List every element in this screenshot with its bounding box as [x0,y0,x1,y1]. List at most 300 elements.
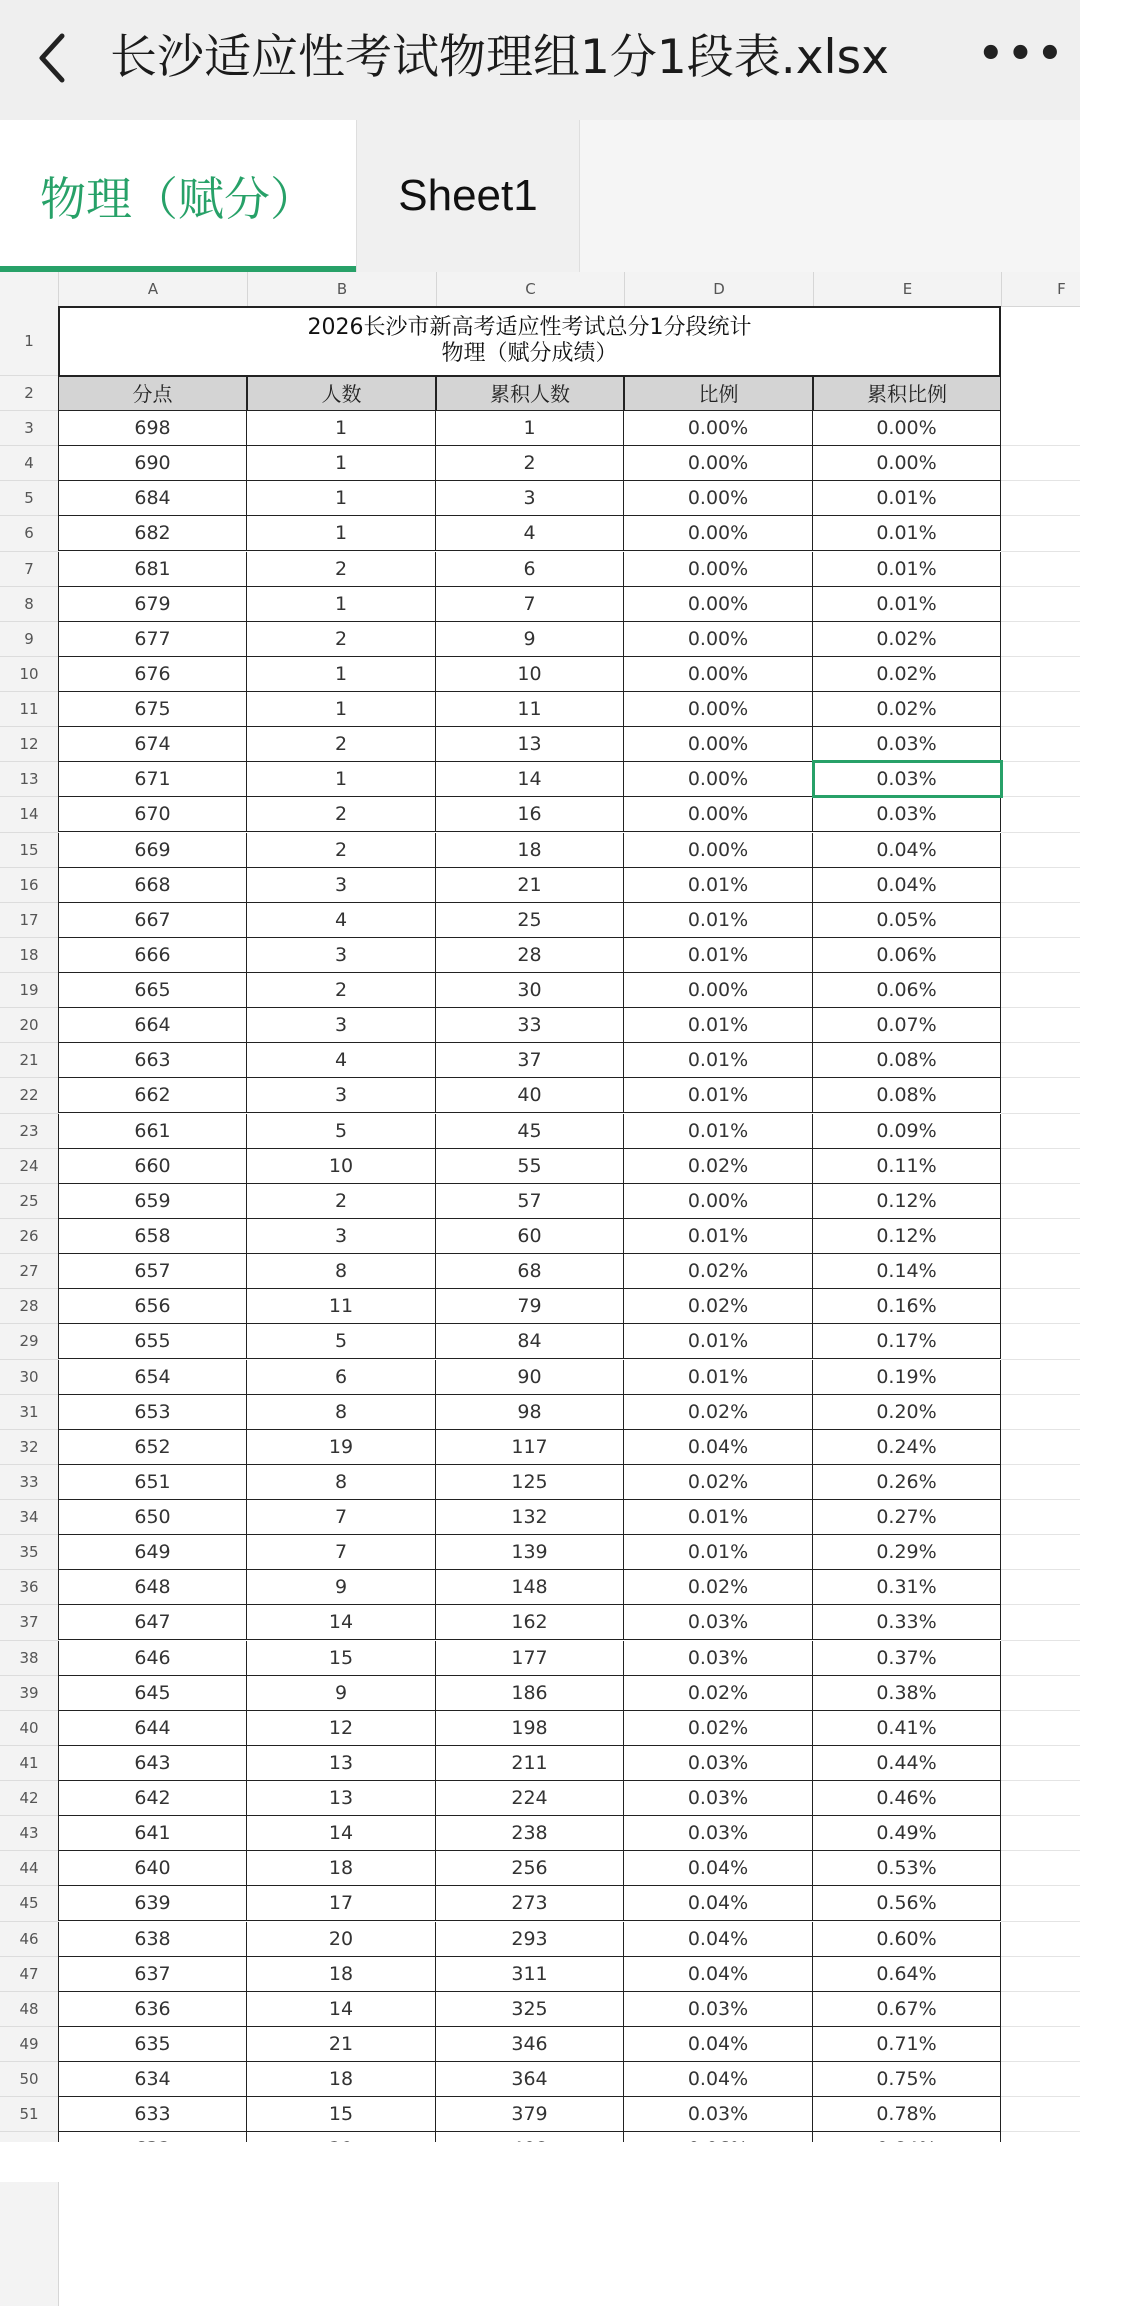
table-cell[interactable]: 654 [58,1360,247,1395]
table-cell[interactable]: 18 [436,833,624,868]
table-cell[interactable]: 662 [58,1078,247,1113]
row-header[interactable]: 30 [0,1360,58,1395]
table-cell[interactable]: 0.03% [813,727,1001,762]
table-cell[interactable]: 7 [436,587,624,622]
row-header[interactable]: 42 [0,1781,58,1816]
table-cell[interactable]: 0.03% [624,1605,813,1640]
table-cell[interactable]: 661 [58,1114,247,1149]
table-cell[interactable]: 9 [247,1570,436,1605]
table-cell[interactable]: 125 [436,1465,624,1500]
table-cell[interactable]: 13 [436,727,624,762]
row-header[interactable]: 44 [0,1851,58,1886]
table-cell[interactable]: 0.44% [813,1746,1001,1781]
table-cell[interactable]: 0.04% [624,1922,813,1957]
table-cell[interactable]: 0.03% [624,1781,813,1816]
table-cell[interactable]: 0.01% [624,868,813,903]
table-cell[interactable]: 132 [436,1500,624,1535]
table-cell[interactable]: 0.00% [624,481,813,516]
table-cell[interactable]: 0.00% [813,446,1001,481]
selected-cell-highlight[interactable] [812,760,1003,798]
table-cell[interactable]: 8 [247,1254,436,1289]
table-cell[interactable]: 0.00% [624,692,813,727]
table-cell[interactable]: 177 [436,1641,624,1676]
table-cell[interactable]: 0.01% [624,1008,813,1043]
table-cell[interactable]: 55 [436,1149,624,1184]
table-cell[interactable]: 647 [58,1605,247,1640]
table-cell[interactable]: 0.38% [813,1676,1001,1711]
header-cumulative-count[interactable]: 累积人数 [436,376,624,411]
table-cell[interactable]: 364 [436,2062,624,2097]
table-cell[interactable]: 211 [436,1746,624,1781]
table-cell[interactable]: 84 [436,1324,624,1359]
table-cell[interactable]: 681 [58,552,247,587]
table-cell[interactable]: 7 [247,1535,436,1570]
table-cell[interactable]: 0.04% [624,2027,813,2062]
header-count[interactable]: 人数 [247,376,436,411]
row-header[interactable]: 41 [0,1746,58,1781]
table-cell[interactable]: 0.06% [813,938,1001,973]
table-cell[interactable]: 1 [247,481,436,516]
row-header[interactable]: 4 [0,446,58,481]
table-cell[interactable]: 0.02% [624,1676,813,1711]
row-header[interactable]: 32 [0,1430,58,1465]
header-ratio[interactable]: 比例 [624,376,813,411]
row-header[interactable]: 47 [0,1957,58,1992]
table-cell[interactable]: 674 [58,727,247,762]
table-cell[interactable]: 633 [58,2097,247,2132]
table-cell[interactable]: 13 [247,1746,436,1781]
row-header[interactable]: 17 [0,903,58,938]
table-cell[interactable]: 13 [247,1781,436,1816]
more-horizontal-icon[interactable]: ••• [978,31,1067,77]
table-cell[interactable]: 0.01% [624,1324,813,1359]
column-header-f[interactable]: F [1001,272,1121,306]
row-header[interactable]: 33 [0,1465,58,1500]
table-cell[interactable]: 0.33% [813,1605,1001,1640]
table-cell[interactable]: 0.71% [813,2027,1001,2062]
table-cell[interactable]: 667 [58,903,247,938]
table-cell[interactable]: 0.17% [813,1324,1001,1359]
table-cell[interactable]: 2 [247,552,436,587]
table-cell[interactable]: 14 [247,1816,436,1851]
row-header[interactable]: 13 [0,762,58,797]
table-cell[interactable]: 12 [247,1711,436,1746]
row-header[interactable]: 9 [0,622,58,657]
table-cell[interactable]: 0.00% [624,516,813,551]
table-cell[interactable]: 644 [58,1711,247,1746]
row-header[interactable]: 2 [0,376,58,411]
table-cell[interactable]: 9 [436,622,624,657]
table-cell[interactable]: 0.53% [813,1851,1001,1886]
table-cell[interactable]: 0.78% [813,2097,1001,2132]
table-cell[interactable]: 698 [58,411,247,446]
table-cell[interactable]: 2 [247,797,436,832]
table-cell[interactable]: 0.03% [624,2097,813,2132]
table-cell[interactable]: 0.00% [624,622,813,657]
table-cell[interactable]: 0.02% [624,1395,813,1430]
table-cell[interactable]: 68 [436,1254,624,1289]
table-cell[interactable]: 2 [247,973,436,1008]
table-cell[interactable]: 652 [58,1430,247,1465]
tab-sheet1[interactable] [356,120,580,272]
table-cell[interactable]: 18 [247,2062,436,2097]
table-cell[interactable]: 3 [247,938,436,973]
row-header[interactable]: 49 [0,2027,58,2062]
table-cell[interactable]: 0.75% [813,2062,1001,2097]
sheet-title-cell[interactable] [58,306,1001,376]
row-header[interactable]: 36 [0,1570,58,1605]
table-cell[interactable]: 346 [436,2027,624,2062]
table-cell[interactable]: 1 [247,657,436,692]
row-header[interactable]: 19 [0,973,58,1008]
row-header[interactable]: 16 [0,868,58,903]
table-cell[interactable]: 0.41% [813,1711,1001,1746]
table-cell[interactable]: 0.02% [624,1149,813,1184]
row-header[interactable]: 35 [0,1535,58,1570]
table-cell[interactable]: 0.16% [813,1289,1001,1324]
row-header[interactable]: 27 [0,1254,58,1289]
table-cell[interactable]: 0.03% [624,1746,813,1781]
row-header[interactable]: 5 [0,481,58,516]
row-header[interactable]: 48 [0,1992,58,2027]
table-cell[interactable]: 640 [58,1851,247,1886]
table-cell[interactable]: 671 [58,762,247,797]
table-cell[interactable]: 0.01% [624,1114,813,1149]
table-cell[interactable]: 98 [436,1395,624,1430]
table-cell[interactable]: 238 [436,1816,624,1851]
table-cell[interactable]: 4 [247,903,436,938]
table-cell[interactable]: 0.37% [813,1641,1001,1676]
table-cell[interactable]: 33 [436,1008,624,1043]
table-cell[interactable]: 0.14% [813,1254,1001,1289]
table-cell[interactable]: 20 [247,1922,436,1957]
table-cell[interactable]: 0.02% [624,1289,813,1324]
table-cell[interactable]: 10 [436,657,624,692]
table-cell[interactable]: 256 [436,1851,624,1886]
table-cell[interactable]: 45 [436,1114,624,1149]
table-cell[interactable]: 19 [247,1430,436,1465]
table-cell[interactable]: 670 [58,797,247,832]
table-cell[interactable]: 21 [436,868,624,903]
table-cell[interactable]: 636 [58,1992,247,2027]
header-cumulative-ratio[interactable]: 累积比例 [813,376,1001,411]
table-cell[interactable]: 0.04% [624,1886,813,1921]
table-cell[interactable]: 675 [58,692,247,727]
row-header[interactable]: 50 [0,2062,58,2097]
table-cell[interactable]: 0.60% [813,1922,1001,1957]
table-cell[interactable]: 1 [247,516,436,551]
table-cell[interactable]: 0.02% [624,1711,813,1746]
table-cell[interactable]: 637 [58,1957,247,1992]
row-header[interactable]: 20 [0,1008,58,1043]
table-cell[interactable]: 0.02% [624,1570,813,1605]
table-cell[interactable]: 650 [58,1500,247,1535]
table-cell[interactable]: 0.00% [624,727,813,762]
table-cell[interactable]: 0.46% [813,1781,1001,1816]
row-header[interactable]: 22 [0,1078,58,1113]
table-cell[interactable]: 2 [247,833,436,868]
column-header-d[interactable]: D [624,272,813,306]
table-cell[interactable]: 0.00% [624,446,813,481]
table-cell[interactable]: 677 [58,622,247,657]
table-cell[interactable]: 25 [436,903,624,938]
table-cell[interactable]: 0.03% [813,797,1001,832]
table-cell[interactable]: 4 [436,516,624,551]
table-cell[interactable]: 57 [436,1184,624,1219]
row-header[interactable]: 29 [0,1324,58,1359]
table-cell[interactable]: 0.02% [624,1254,813,1289]
row-header[interactable]: 7 [0,552,58,587]
table-cell[interactable]: 0.01% [624,1078,813,1113]
row-header[interactable]: 43 [0,1816,58,1851]
row-header[interactable]: 39 [0,1676,58,1711]
table-cell[interactable]: 0.01% [813,516,1001,551]
row-header[interactable]: 1 [0,306,58,376]
row-header[interactable]: 10 [0,657,58,692]
table-cell[interactable]: 21 [247,2027,436,2062]
table-cell[interactable]: 0.03% [624,1992,813,2027]
table-cell[interactable]: 3 [247,868,436,903]
table-cell[interactable]: 311 [436,1957,624,1992]
table-cell[interactable]: 273 [436,1886,624,1921]
table-cell[interactable]: 0.03% [624,1641,813,1676]
table-cell[interactable]: 0.02% [813,657,1001,692]
table-cell[interactable]: 186 [436,1676,624,1711]
table-cell[interactable]: 3 [247,1008,436,1043]
table-cell[interactable]: 4 [247,1043,436,1078]
table-cell[interactable]: 665 [58,973,247,1008]
table-cell[interactable]: 11 [247,1289,436,1324]
table-cell[interactable]: 0.19% [813,1360,1001,1395]
table-cell[interactable]: 0.02% [624,1465,813,1500]
table-cell[interactable]: 17 [247,1886,436,1921]
table-cell[interactable]: 0.08% [813,1043,1001,1078]
table-cell[interactable]: 635 [58,2027,247,2062]
row-header[interactable]: 6 [0,516,58,551]
table-cell[interactable]: 28 [436,938,624,973]
row-header[interactable]: 18 [0,938,58,973]
table-cell[interactable]: 2 [247,727,436,762]
table-cell[interactable]: 5 [247,1114,436,1149]
table-cell[interactable]: 1 [247,587,436,622]
table-cell[interactable]: 0.00% [813,411,1001,446]
table-cell[interactable]: 379 [436,2097,624,2132]
table-cell[interactable]: 641 [58,1816,247,1851]
table-cell[interactable]: 79 [436,1289,624,1324]
table-cell[interactable]: 655 [58,1324,247,1359]
row-header[interactable]: 3 [0,411,58,446]
table-cell[interactable]: 0.01% [624,1360,813,1395]
table-cell[interactable]: 668 [58,868,247,903]
row-header[interactable]: 40 [0,1711,58,1746]
table-cell[interactable]: 639 [58,1886,247,1921]
table-cell[interactable]: 646 [58,1641,247,1676]
table-cell[interactable]: 1 [436,411,624,446]
table-cell[interactable]: 0.67% [813,1992,1001,2027]
table-cell[interactable]: 1 [247,692,436,727]
table-cell[interactable]: 645 [58,1676,247,1711]
table-cell[interactable]: 0.04% [624,1851,813,1886]
table-cell[interactable]: 0.24% [813,1430,1001,1465]
table-cell[interactable]: 0.12% [813,1219,1001,1254]
table-cell[interactable]: 0.00% [624,833,813,868]
row-header[interactable]: 24 [0,1149,58,1184]
row-header[interactable]: 37 [0,1605,58,1640]
table-cell[interactable]: 18 [247,1957,436,1992]
row-header[interactable]: 12 [0,727,58,762]
table-cell[interactable]: 0.00% [624,411,813,446]
table-cell[interactable]: 0.01% [624,938,813,973]
table-cell[interactable]: 40 [436,1078,624,1113]
table-cell[interactable]: 6 [436,552,624,587]
table-cell[interactable]: 676 [58,657,247,692]
table-cell[interactable]: 663 [58,1043,247,1078]
table-cell[interactable]: 0.00% [624,657,813,692]
table-cell[interactable]: 293 [436,1922,624,1957]
table-cell[interactable]: 148 [436,1570,624,1605]
table-cell[interactable]: 18 [247,1851,436,1886]
spreadsheet-grid[interactable] [0,272,1080,2142]
row-header[interactable]: 31 [0,1395,58,1430]
table-cell[interactable]: 642 [58,1781,247,1816]
table-cell[interactable]: 2 [247,622,436,657]
table-cell[interactable]: 657 [58,1254,247,1289]
row-header[interactable]: 23 [0,1114,58,1149]
row-header[interactable]: 15 [0,833,58,868]
column-header-e[interactable]: E [813,272,1001,306]
table-cell[interactable]: 0.02% [813,692,1001,727]
table-cell[interactable]: 8 [247,1465,436,1500]
row-header[interactable]: 45 [0,1886,58,1921]
table-cell[interactable]: 651 [58,1465,247,1500]
table-cell[interactable]: 14 [436,762,624,797]
table-cell[interactable]: 0.06% [813,973,1001,1008]
row-header[interactable]: 46 [0,1922,58,1957]
table-cell[interactable]: 0.26% [813,1465,1001,1500]
table-cell[interactable]: 638 [58,1922,247,1957]
table-cell[interactable]: 664 [58,1008,247,1043]
column-header-b[interactable]: B [247,272,436,306]
table-cell[interactable]: 1 [247,411,436,446]
table-cell[interactable]: 5 [247,1324,436,1359]
table-cell[interactable]: 325 [436,1992,624,2027]
table-cell[interactable]: 2 [436,446,624,481]
table-cell[interactable]: 3 [247,1219,436,1254]
table-cell[interactable]: 3 [436,481,624,516]
table-cell[interactable]: 653 [58,1395,247,1430]
table-cell[interactable]: 0.00% [624,552,813,587]
table-cell[interactable]: 198 [436,1711,624,1746]
table-cell[interactable]: 0.49% [813,1816,1001,1851]
table-cell[interactable]: 649 [58,1535,247,1570]
table-cell[interactable]: 0.00% [624,587,813,622]
table-cell[interactable]: 6 [247,1360,436,1395]
table-cell[interactable]: 16 [436,797,624,832]
table-cell[interactable]: 0.04% [624,2062,813,2097]
table-cell[interactable]: 660 [58,1149,247,1184]
table-cell[interactable]: 2 [247,1184,436,1219]
table-cell[interactable]: 0.03% [813,762,1001,797]
row-header[interactable]: 26 [0,1219,58,1254]
table-cell[interactable]: 0.29% [813,1535,1001,1570]
table-cell[interactable]: 11 [436,692,624,727]
row-header[interactable]: 34 [0,1500,58,1535]
row-header[interactable]: 25 [0,1184,58,1219]
table-cell[interactable]: 0.01% [813,587,1001,622]
table-cell[interactable]: 37 [436,1043,624,1078]
table-cell[interactable]: 14 [247,1605,436,1640]
table-cell[interactable]: 658 [58,1219,247,1254]
table-cell[interactable]: 8 [247,1395,436,1430]
table-cell[interactable]: 30 [436,973,624,1008]
table-cell[interactable]: 1 [247,762,436,797]
table-cell[interactable]: 0.00% [624,1184,813,1219]
column-header-a[interactable]: A [58,272,247,306]
table-cell[interactable]: 648 [58,1570,247,1605]
table-cell[interactable]: 0.02% [813,622,1001,657]
table-cell[interactable]: 0.01% [624,1535,813,1570]
table-cell[interactable]: 7 [247,1500,436,1535]
row-header[interactable]: 51 [0,2097,58,2132]
table-cell[interactable]: 643 [58,1746,247,1781]
table-cell[interactable]: 0.04% [813,833,1001,868]
table-cell[interactable]: 15 [247,1641,436,1676]
table-cell[interactable]: 0.04% [624,1957,813,1992]
table-cell[interactable]: 679 [58,587,247,622]
table-cell[interactable]: 0.01% [813,481,1001,516]
row-header[interactable]: 8 [0,587,58,622]
table-cell[interactable]: 0.01% [624,1219,813,1254]
table-cell[interactable]: 0.01% [624,1043,813,1078]
table-cell[interactable]: 0.56% [813,1886,1001,1921]
table-cell[interactable]: 0.11% [813,1149,1001,1184]
table-cell[interactable]: 656 [58,1289,247,1324]
table-cell[interactable]: 60 [436,1219,624,1254]
table-cell[interactable]: 0.00% [624,762,813,797]
table-cell[interactable]: 0.01% [813,552,1001,587]
table-cell[interactable]: 0.03% [624,1816,813,1851]
table-cell[interactable]: 684 [58,481,247,516]
table-cell[interactable]: 10 [247,1149,436,1184]
table-cell[interactable]: 659 [58,1184,247,1219]
table-cell[interactable]: 666 [58,938,247,973]
tab-physics[interactable] [0,120,356,272]
row-header[interactable]: 14 [0,797,58,832]
table-cell[interactable]: 634 [58,2062,247,2097]
table-cell[interactable]: 9 [247,1676,436,1711]
table-cell[interactable]: 162 [436,1605,624,1640]
table-cell[interactable]: 0.31% [813,1570,1001,1605]
table-cell[interactable]: 0.08% [813,1078,1001,1113]
table-cell[interactable]: 0.00% [624,973,813,1008]
table-cell[interactable]: 0.20% [813,1395,1001,1430]
chevron-left-icon[interactable] [30,26,74,90]
row-header[interactable]: 21 [0,1043,58,1078]
table-cell[interactable]: 0.01% [624,1500,813,1535]
table-cell[interactable]: 669 [58,833,247,868]
column-header-c[interactable]: C [436,272,624,306]
table-cell[interactable]: 0.27% [813,1500,1001,1535]
table-cell[interactable]: 14 [247,1992,436,2027]
table-cell[interactable]: 0.07% [813,1008,1001,1043]
row-header[interactable]: 28 [0,1289,58,1324]
table-cell[interactable]: 139 [436,1535,624,1570]
table-cell[interactable]: 1 [247,446,436,481]
table-cell[interactable]: 0.09% [813,1114,1001,1149]
row-header[interactable]: 11 [0,692,58,727]
table-cell[interactable]: 15 [247,2097,436,2132]
table-cell[interactable]: 0.01% [624,903,813,938]
